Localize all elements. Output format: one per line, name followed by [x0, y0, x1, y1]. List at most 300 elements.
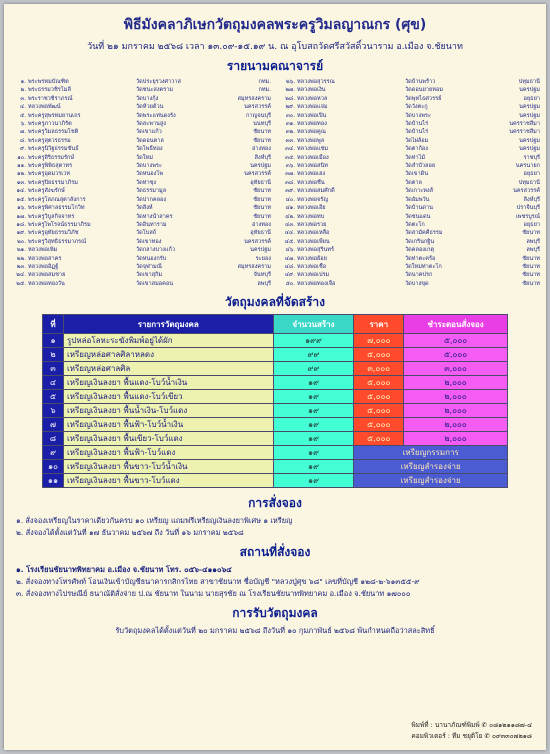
monk-temple: วัดอินทาราม — [136, 221, 167, 228]
monk-number: ๓๗. — [285, 171, 295, 178]
monk-temple: วัดลำบัวลอย — [405, 163, 436, 170]
monk-province: นครสวรรค์ — [513, 188, 540, 195]
monk-number: ๗. — [20, 129, 26, 136]
monk-row — [10, 120, 271, 128]
monk-name: หลวงพ่อชื่น — [297, 179, 325, 186]
place-line: ๑. โรงเรียนชัยนาทพิทยาคม อ.เมือง จ.ชัยนาท โทร. ๐๕๖-๔๑๑๐๖๔ — [16, 565, 232, 575]
item-number: ๗ — [43, 418, 64, 432]
monks-section-title: รายนามคณาจารย์ — [226, 59, 324, 73]
item-qty: ๙๙ — [273, 348, 354, 362]
monk-name: พระครูสิริธรรมรักษ์ — [28, 154, 75, 161]
monk-row — [10, 280, 271, 288]
item-name: เหรียญเงินลงยา พื้นน้ำเงิน-โบว์แดง — [64, 404, 274, 418]
monk-name: หลวงพ่อเพิ่ม — [28, 247, 58, 254]
monk-number: ๕๐. — [285, 280, 295, 287]
monk-name: หลวงพ่อหวล — [297, 95, 328, 102]
monk-name: หลวงพ่อรวย — [297, 221, 327, 228]
monk-number: ๑๘. — [16, 221, 26, 228]
monk-province: สิงห์บุรี — [254, 154, 271, 161]
monk-number: ๑๗. — [16, 213, 26, 220]
item-price: ๕,๐๐๐ — [354, 348, 404, 362]
monk-province: ลพบุรี — [257, 280, 271, 287]
item-name: เหรียญเงินลงยา พื้นขาว-โบว์แดง — [64, 474, 274, 488]
monk-temple: วัดประยุรวงศาวาส — [136, 79, 181, 85]
monk-number: ๑๑. — [17, 163, 26, 170]
monk-number: ๒๑. — [16, 247, 26, 254]
monk-name: หลวงพ่อเพี้ยน — [297, 238, 330, 245]
monk-temple: วัดเขาสมอคอน — [136, 280, 174, 287]
items-section-title: วัตถุมงคลที่จัดสร้าง — [224, 295, 326, 310]
monk-name: หลวงพ่อเปิ่น — [297, 112, 327, 119]
monk-row — [10, 95, 271, 103]
monk-row — [279, 255, 540, 263]
item-number: ๑๑ — [43, 474, 64, 488]
monk-temple: วัดวังตะกู — [405, 104, 428, 111]
monk-row — [10, 128, 271, 136]
monk-name: พระครูวิบูลกิจจาทร — [28, 213, 75, 220]
monk-name: พระครูไพโรจน์ธรรมาภิรม — [28, 221, 91, 228]
place-section-title: สถานที่สั่งจอง — [239, 545, 311, 560]
monk-province: จันทบุรี — [253, 272, 271, 279]
monk-province: นครนายก — [515, 163, 540, 170]
monk-name: พระครูสุตวรธรรม — [28, 137, 71, 144]
monk-row — [10, 271, 271, 279]
monk-row — [279, 196, 540, 204]
monk-number: ๓๖. — [285, 163, 295, 170]
monk-name: หลวงพ่อเชื้อ — [297, 263, 327, 270]
monk-temple: วัดตาล — [405, 179, 422, 186]
monk-number: ๓๙. — [285, 188, 295, 195]
monk-province: นครปฐม — [250, 247, 271, 254]
monk-name: พระธรรมวชิรโมลี — [28, 87, 71, 94]
monk-name: หลวงพ่อคูณ — [297, 129, 326, 136]
monk-name: หลวงพ่อสมชาย — [28, 272, 66, 279]
monk-number: ๔๐. — [285, 196, 295, 203]
header-item: รายการวัตถุมงคล — [64, 315, 274, 334]
monk-number: ๔๒. — [285, 213, 295, 220]
monk-row — [279, 137, 540, 145]
item-qty: ๑๙ — [273, 390, 354, 404]
monk-province: สมุทรสงคราม — [237, 263, 271, 270]
monk-number: ๒๙. — [285, 104, 295, 111]
monk-name: พระครูวิมลธรรมโชติ — [28, 129, 79, 136]
monk-number: ๔๔. — [284, 230, 295, 237]
monk-row — [10, 255, 271, 263]
monk-province: นครราชสีมา — [509, 129, 540, 136]
monk-name: หลวงพ่อทอง — [297, 121, 327, 128]
monk-number: ๓๔. — [285, 146, 295, 153]
monk-name: พระครูภาวนาภิรัต — [28, 121, 72, 128]
table-row — [43, 418, 508, 432]
monk-number: ๔๙. — [284, 272, 295, 279]
monk-number: ๔๘. — [284, 263, 295, 270]
monk-temple: วัดบ้านไร่ — [405, 129, 429, 136]
monk-number: ๒๘. — [285, 95, 295, 102]
item-number: ๔ — [43, 376, 64, 390]
monk-province: นครสวรรค์ — [244, 238, 271, 245]
monk-temple: วัดเกาะหงส์ — [405, 188, 434, 195]
table-row — [43, 390, 508, 404]
monk-row — [279, 229, 540, 237]
monk-temple: วัดพุทไธศวรรย์ — [405, 95, 442, 102]
monk-number: ๕. — [19, 112, 26, 119]
monk-number: ๑๐. — [17, 154, 26, 161]
item-note: เหรียญกรรมการ — [354, 446, 508, 460]
monk-temple: วัดโพธิ์ทอง — [136, 146, 163, 153]
monk-name: พระพรหมบัณฑิต — [28, 79, 69, 85]
item-qty: ๑๙ — [273, 460, 354, 474]
table-row — [43, 362, 508, 376]
header-deposit: ชำระตอนสั่งจอง — [404, 315, 508, 334]
monk-temple: วัดเขาสุกิม — [136, 272, 163, 279]
monk-province: ชัยนาท — [253, 137, 271, 144]
item-deposit: ๕,๐๐๐ — [404, 348, 508, 362]
monk-number: ๑๙. — [16, 230, 26, 237]
monk-number: ๒๔. — [16, 272, 26, 279]
monk-name: หลวงพ่อเมือง — [297, 154, 329, 161]
monk-name: พระราชวชิราภรณ์ — [28, 95, 73, 102]
monk-province: ชัยนาท — [522, 263, 540, 270]
monk-temple: วัดบางกุ้ง — [136, 95, 159, 102]
monk-name: หลวงพ่อแช่ม — [297, 146, 329, 153]
monk-row — [279, 179, 540, 187]
monk-temple: วัดอัมพวัน — [405, 196, 430, 203]
monk-province: นครปฐม — [519, 146, 540, 153]
monk-number: ๑. — [20, 79, 26, 85]
monk-temple: วัดเขาดิน — [405, 171, 429, 178]
monk-province: ชัยนาท — [253, 188, 271, 195]
monk-row — [279, 170, 540, 178]
item-name: รูปหล่อโลหะระฆังพิมพ์อยู่ได้ผัก — [64, 334, 274, 348]
monk-number: ๔. — [19, 104, 26, 111]
monks-list — [4, 78, 546, 288]
monk-row — [10, 103, 271, 111]
monk-row — [279, 103, 540, 111]
monk-row — [279, 145, 540, 153]
monk-temple: วัดบางพระ — [136, 163, 162, 170]
item-number: ๙ — [43, 446, 64, 460]
monk-province: กาญจนบุรี — [246, 112, 271, 119]
monk-province: ปทุมธานี — [518, 79, 540, 85]
item-name: เหรียญเงินลงยา พื้นแดง-โบว์น้ำเงิน — [64, 376, 274, 390]
monk-province: อยุธยา — [523, 171, 540, 178]
monk-temple: วัดสิงห์ — [136, 205, 153, 212]
order-line: ๒. สั่งจองได้ตั้งแต่วันที่ ๑๗ ธันวาคม ๒๕๖๗ ถึง วันที่ ๑๖ มกราคม ๒๕๖๘ — [16, 528, 244, 538]
monk-number: ๓๕. — [285, 154, 295, 161]
monk-province: อยุธยา — [523, 95, 540, 102]
monk-province: นครราชสีมา — [509, 121, 540, 128]
monk-province: ชัยนาท — [522, 255, 540, 262]
monk-province: ชัยนาท — [253, 213, 271, 220]
monk-number: ๓๘. — [285, 179, 295, 186]
monk-name: หลวงพ่อเหลือ — [297, 230, 330, 237]
monk-number: ๑๕. — [16, 196, 26, 203]
monk-temple: วัดหนองโพ — [136, 171, 164, 178]
item-price: ๕,๐๐๐ — [354, 404, 404, 418]
monk-row — [279, 154, 540, 162]
monk-province: นครสวรรค์ — [244, 171, 271, 178]
monk-name: หลวงพ่อสาคร — [28, 255, 62, 262]
items-table-body — [43, 334, 508, 488]
table-row — [43, 474, 508, 488]
monk-temple: วัดเกริ่นกฐิน — [405, 238, 435, 245]
monk-number: ๔๑. — [285, 205, 295, 212]
monk-row — [10, 204, 271, 212]
monk-row — [279, 271, 540, 279]
monk-name: หลวงพ่อเงิน — [297, 87, 326, 94]
monk-row — [279, 263, 540, 271]
monk-province: ลพบุรี — [526, 238, 540, 245]
monk-province: ปราจีนบุรี — [516, 205, 540, 212]
item-name: เหรียญเงินลงยา พื้นฟ้า-โบว์แดง — [64, 446, 274, 460]
header-price: ราคา — [354, 315, 404, 334]
table-row — [43, 376, 508, 390]
monk-temple: วัดบางขุด — [405, 280, 429, 287]
monk-province: นครปฐม — [250, 163, 271, 170]
item-price: ๕,๐๐๐ — [354, 418, 404, 432]
monk-name: หลวงพ่อทองวัน — [28, 280, 65, 287]
monk-temple: วัดหนองกรับ — [136, 255, 167, 262]
header-qty: จำนวนสร้าง — [273, 315, 354, 334]
item-qty: ๑๙๙ — [273, 334, 354, 348]
ceremony-datetime: วันที่ ๒๑ มกราคม ๒๕๖๘ เวลา ๑๓.๐๙-๑๕.๑๙ น. ณ อุโบสถวัดศรีสวัสดิ์วนาราม อ.เมือง จ.ชัยนาท — [87, 42, 463, 52]
monk-row — [10, 229, 271, 237]
monk-name: หลวงพ่อแจ่ม — [297, 104, 328, 111]
receive-section-title: การรับวัตถุมงคล — [232, 606, 318, 621]
printer-credit: พิมพ์ที่ : นานาภัณฑ์พิมพ์ ✆ ๐๘๑๒๑๑๘๗-๔ — [411, 721, 532, 729]
monk-temple: วัดตาก้อง — [405, 146, 429, 153]
item-name: เหรียญหล่อศาลศิล — [64, 362, 274, 376]
header-no: ที่ — [43, 315, 64, 334]
monk-temple: วัดสะพานสูง — [136, 121, 166, 128]
item-name: เหรียญหล่อศาลศิลาหลดง — [64, 348, 274, 362]
monk-name: พระครูอุทัยธรรมวิภัช — [28, 230, 79, 237]
monk-row — [279, 128, 540, 136]
monk-number: ๒๕. — [16, 280, 26, 287]
monk-row — [279, 221, 540, 229]
monk-temple: วัดท่าตะคร้อ — [405, 255, 436, 262]
monk-number: ๔๕. — [284, 238, 295, 245]
monk-name: หลวงพ่อทบ — [297, 213, 325, 220]
monk-name: หลวงพ่อสุวรรณ — [297, 79, 335, 85]
monk-temple: วัดปากคลอง — [136, 196, 167, 203]
item-number: ๑ — [43, 334, 64, 348]
monk-temple: วัดธรรมามูล — [136, 188, 167, 195]
monk-row — [10, 238, 271, 246]
monk-province: ชัยนาท — [253, 196, 271, 203]
monk-temple: วัดห้วยด้วน — [136, 104, 164, 111]
item-deposit: ๓,๐๐๐ — [404, 362, 508, 376]
monk-temple: วัดชนะสงคราม — [136, 87, 174, 94]
monk-name: หลวงพ่อเฮง — [297, 171, 326, 178]
monk-temple: วัดกลางบางแก้ว — [136, 247, 176, 254]
monk-temple: วัดท่าซุง — [136, 179, 157, 186]
page-title: พิธีมังคลาภิเษกวัตถุมงคลพระครูวิมลญาณกร (ศุข) — [123, 17, 427, 33]
monk-row — [10, 196, 271, 204]
monk-temple: วัดนาคปรก — [405, 272, 433, 279]
item-name: เหรียญเงินลงยา พื้นฟ้า-โบว์น้ำเงิน — [64, 418, 274, 432]
order-line: ๑. สั่งจองเหรียญในราคาเดียวกันครบ ๑๐ เหรียญ แถมฟรีเหรียญเงินลงยาพิเศษ ๑ เหรียญ — [16, 516, 293, 526]
table-row — [43, 432, 508, 446]
monk-row — [279, 213, 540, 221]
computer-credit: คอมพิวเตอร์ : ทีม ชยุติโย ✆ ๐๙๓๓๐๗๒๑๘ — [411, 732, 532, 740]
monk-number: ๑๒. — [16, 171, 26, 178]
monk-name: พระครูสังฆรักษ์ — [28, 188, 65, 195]
monk-row — [10, 154, 271, 162]
items-table-header-row — [43, 315, 508, 334]
monk-temple: วัดบ้านไร่ — [405, 121, 429, 128]
item-deposit: ๕,๐๐๐ — [404, 334, 508, 348]
monk-temple: วัดบ้านพร้าว — [405, 79, 436, 85]
monk-row — [10, 78, 271, 86]
monk-name: พระครูพิพิธสุตาทร — [28, 163, 73, 170]
table-row — [43, 446, 508, 460]
monk-name: พระครูพิศาลธรรมโกวิท — [28, 205, 85, 212]
monk-row — [10, 179, 271, 187]
monk-number: ๔๗. — [284, 255, 295, 262]
monk-row — [279, 95, 540, 103]
item-note: เหรียญสำรองจ่าย — [354, 474, 508, 488]
monk-number: ๑๖. — [17, 205, 26, 212]
monk-number: ๑๓. — [16, 179, 26, 186]
item-price: ๕,๐๐๐ — [354, 432, 404, 446]
monk-province: ลพบุรี — [526, 247, 540, 254]
monk-name: หลวงพ่อพัฒน์ — [28, 104, 61, 111]
footer-credits — [411, 720, 532, 742]
monk-province: เพชรบูรณ์ — [515, 213, 540, 220]
monk-temple: วัดเขาทอง — [136, 238, 162, 245]
monk-row — [10, 137, 271, 145]
monk-temple: วัดใหม่ — [136, 154, 153, 161]
item-number: ๕ — [43, 390, 64, 404]
monk-province: ชัยนาท — [522, 272, 540, 279]
monk-number: ๔๖. — [285, 247, 295, 254]
item-qty: ๑๙ — [273, 404, 354, 418]
monk-row — [10, 145, 271, 153]
monk-name: หลวงพ่อย้อย — [297, 255, 327, 262]
monk-province: ระยอง — [255, 255, 271, 262]
monk-temple: วัดดอนยายหอม — [405, 87, 444, 94]
item-qty: ๑๙ — [273, 446, 354, 460]
monk-province: ปทุมธานี — [518, 179, 540, 186]
monk-province: ชัยนาท — [253, 129, 271, 136]
place-line: ๒. สั่งจองทางโทรศัพท์ โอนเงินเข้าบัญชีธนาคารกสิกรไทย สาขาชัยนาท ชื่อบัญชี "หลวงปู่ศุข ๖๘" เลขที่บัญชี ๑๒๘-๒-๖๑๓๕๕-๙ — [16, 577, 420, 587]
monk-number: ๒๒. — [16, 255, 26, 262]
monk-province: ชัยนาท — [522, 230, 540, 237]
item-deposit: ๒,๐๐๐ — [404, 404, 508, 418]
monk-row — [10, 86, 271, 94]
monk-row — [10, 187, 271, 195]
monk-province: นครสวรรค์ — [244, 104, 271, 111]
table-row — [43, 404, 508, 418]
monk-temple: วัดสามัคคีธรรม — [405, 230, 443, 237]
monk-number: ๑๔. — [16, 188, 26, 195]
monk-row — [10, 170, 271, 178]
monk-province: อยุธยา — [523, 221, 540, 228]
monk-number: ๘. — [19, 137, 26, 144]
monk-temple: วัดพระแท่นดงรัง — [136, 112, 176, 119]
monk-province: นครปฐม — [519, 112, 540, 119]
poster-sheet — [4, 4, 546, 750]
monk-temple: วัดโบสถ์ — [136, 230, 157, 237]
monk-temple: วัดใหม่ท่าตะโก — [405, 263, 442, 270]
item-number: ๓ — [43, 362, 64, 376]
table-row — [43, 460, 508, 474]
monk-province: ราชบุรี — [523, 154, 540, 161]
monk-number: ๓๒. — [285, 129, 295, 136]
item-deposit: ๒,๐๐๐ — [404, 432, 508, 446]
monk-number: ๔๓. — [285, 221, 295, 228]
monk-name: พระครูวิสุทธิธรรมาภรณ์ — [28, 238, 87, 245]
monk-name: หลวงพ่อจรัญ — [297, 196, 329, 203]
item-qty: ๑๙ — [273, 418, 354, 432]
monk-row — [279, 112, 540, 120]
monk-row — [279, 204, 540, 212]
receive-line: รับวัตถุมงคลได้ตั้งแต่วันที่ ๒๐ มกราคม ๒๕๖๘ ถึงวันที่ ๑๐ กุมภาพันธ์ ๒๕๖๘ พ้นกำหนดถือว่าสละสิทธิ์ — [115, 626, 435, 636]
item-qty: ๑๙ — [273, 432, 354, 446]
order-section-title: การสั่งจอง — [248, 496, 302, 511]
item-price: ๕,๐๐๐ — [354, 376, 404, 390]
monk-temple: วัดชนแดน — [405, 213, 431, 220]
monk-province: ชัยนาท — [522, 280, 540, 287]
monk-temple: วัดตะโก — [405, 221, 425, 228]
monk-name: หลวงพ่อพูล — [297, 137, 325, 144]
item-price: ๓,๐๐๐ — [354, 362, 404, 376]
monk-row — [279, 280, 540, 288]
monk-number: ๒. — [20, 87, 26, 94]
monk-row — [279, 162, 540, 170]
monk-number: ๓๐. — [285, 112, 295, 119]
item-number: ๖ — [43, 404, 64, 418]
item-name: เหรียญเงินลงยา พื้นเขียว-โบว์แดง — [64, 432, 274, 446]
monk-number: ๓๑. — [285, 121, 295, 128]
item-deposit: ๒,๐๐๐ — [404, 390, 508, 404]
monk-name: หลวงพ่อเอีย — [297, 205, 326, 212]
monk-province: นครปฐม — [519, 104, 540, 111]
item-price: ๗,๐๐๐ — [354, 334, 404, 348]
monk-name: หลวงพ่อทองเจือ — [297, 280, 336, 287]
monk-number: ๒๗. — [285, 87, 295, 94]
monk-name: หลวงพ่อสมศักดิ์ — [297, 188, 335, 195]
monk-name: พระครูอุดมวรเวท — [28, 171, 71, 178]
item-price: ๕,๐๐๐ — [354, 390, 404, 404]
monk-row — [10, 213, 271, 221]
monk-province: ชัยนาท — [253, 205, 271, 212]
monk-row — [279, 238, 540, 246]
item-qty: ๑๙ — [273, 376, 354, 390]
item-note: เหรียญสำรองจ่าย — [354, 460, 508, 474]
monk-province: กทม. — [258, 79, 271, 85]
monk-name: หลวงพ่ออิฏฐ์ — [28, 263, 59, 270]
monk-number: ๒๓. — [16, 263, 26, 270]
item-number: ๘ — [43, 432, 64, 446]
monk-province: สิงห์บุรี — [523, 196, 540, 203]
place-line: ๓. สั่งจองทางไปรษณีย์ ธนาณัติสั่งจ่าย ป.ณ ชัยนาท ในนาม นายสุรชัย ณ โรงเรียนชัยนาทพิทยาคม อ.เมือง จ.ชัยนาท ๑๗๐๐๐ — [16, 589, 411, 599]
monk-name: พระครูสุพรหมยานเถร — [28, 112, 81, 119]
monk-row — [10, 162, 271, 170]
monk-number: ๓๓. — [285, 137, 295, 144]
monk-row — [279, 120, 540, 128]
item-number: ๒ — [43, 348, 64, 362]
monk-temple: วัดบางพระ — [405, 112, 431, 119]
monk-name: พระครูนิวิฐธรรมขันธ์ — [28, 146, 79, 153]
items-table — [42, 314, 508, 488]
monk-row — [279, 78, 540, 86]
table-row — [43, 334, 508, 348]
monk-temple: วัดคลองเกตุ — [405, 247, 434, 254]
monk-province: อุทัยธานี — [250, 179, 271, 186]
monk-name: หลวงพ่อเปรม — [297, 272, 330, 279]
